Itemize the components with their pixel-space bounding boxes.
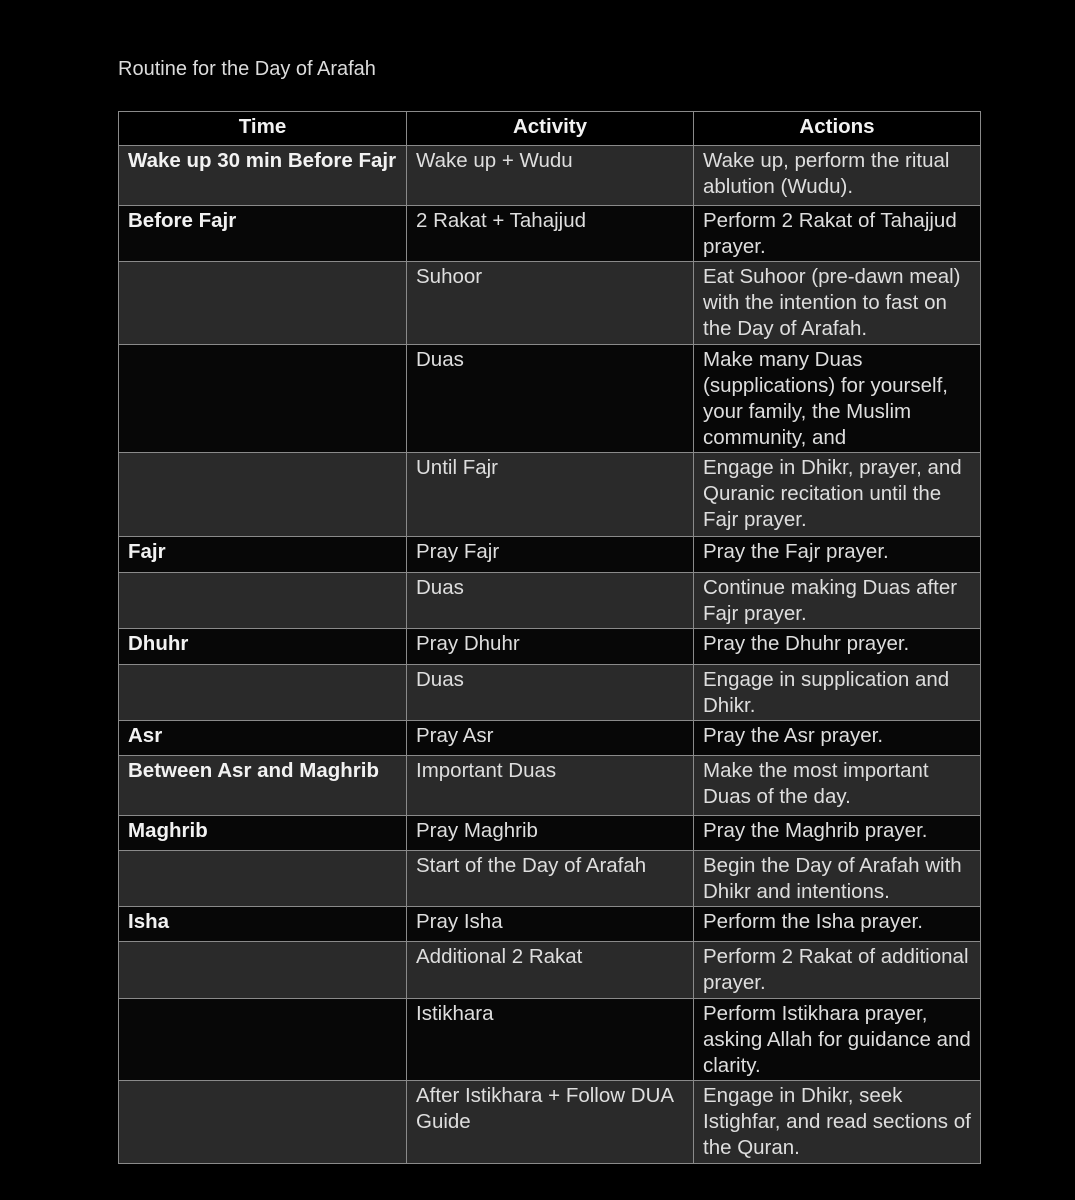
activity-cell: Pray Isha (407, 907, 694, 942)
table-row (119, 206, 981, 262)
table-row (119, 573, 981, 629)
time-cell: Asr (119, 721, 407, 756)
table-header (119, 112, 981, 146)
activity-cell: Pray Maghrib (407, 816, 694, 851)
time-cell (119, 573, 407, 629)
actions-cell: Make many Duas (supplications) for yourself, your family, the Muslim community, and (694, 345, 981, 453)
time-cell: Between Asr and Maghrib (119, 756, 407, 816)
table-row (119, 1081, 981, 1164)
time-cell (119, 262, 407, 345)
column-header-activity: Activity (407, 112, 694, 146)
actions-cell: Make the most important Duas of the day. (694, 756, 981, 816)
time-cell (119, 942, 407, 999)
activity-cell: Important Duas (407, 756, 694, 816)
activity-cell: Duas (407, 665, 694, 721)
actions-cell: Engage in Dhikr, prayer, and Quranic recitation until the Fajr prayer. (694, 453, 981, 537)
activity-cell: Suhoor (407, 262, 694, 345)
table-row (119, 907, 981, 942)
table-row (119, 262, 981, 345)
time-cell: Fajr (119, 537, 407, 573)
activity-cell: Pray Dhuhr (407, 629, 694, 665)
actions-cell: Pray the Asr prayer. (694, 721, 981, 756)
actions-cell: Begin the Day of Arafah with Dhikr and intentions. (694, 851, 981, 907)
table-row (119, 721, 981, 756)
table-row (119, 851, 981, 907)
table-row (119, 665, 981, 721)
table-row (119, 756, 981, 816)
actions-cell: Perform the Isha prayer. (694, 907, 981, 942)
time-cell (119, 665, 407, 721)
time-cell (119, 345, 407, 453)
activity-cell: Start of the Day of Arafah (407, 851, 694, 907)
actions-cell: Perform 2 Rakat of additional prayer. (694, 942, 981, 999)
actions-cell: Engage in supplication and Dhikr. (694, 665, 981, 721)
actions-cell: Engage in Dhikr, seek Istighfar, and read sections of the Quran. (694, 1081, 981, 1164)
table-body (119, 146, 981, 1164)
activity-cell: Additional 2 Rakat (407, 942, 694, 999)
actions-cell: Perform Istikhara prayer, asking Allah for guidance and clarity. (694, 999, 981, 1081)
activity-cell: After Istikhara + Follow DUA Guide (407, 1081, 694, 1164)
time-cell (119, 453, 407, 537)
actions-cell: Continue making Duas after Fajr prayer. (694, 573, 981, 629)
actions-cell: Pray the Fajr prayer. (694, 537, 981, 573)
actions-cell: Pray the Maghrib prayer. (694, 816, 981, 851)
column-header-time: Time (119, 112, 407, 146)
time-cell: Wake up 30 min Before Fajr (119, 146, 407, 206)
table-row (119, 629, 981, 665)
actions-cell: Eat Suhoor (pre-dawn meal) with the intention to fast on the Day of Arafah. (694, 262, 981, 345)
time-cell: Isha (119, 907, 407, 942)
activity-cell: Until Fajr (407, 453, 694, 537)
table-row (119, 942, 981, 999)
time-cell (119, 1081, 407, 1164)
actions-cell: Pray the Dhuhr prayer. (694, 629, 981, 665)
actions-cell: Perform 2 Rakat of Tahajjud prayer. (694, 206, 981, 262)
activity-cell: Duas (407, 345, 694, 453)
document-title: Routine for the Day of Arafah (118, 58, 376, 80)
table-row (119, 999, 981, 1081)
table-row (119, 816, 981, 851)
routine-table (118, 111, 981, 1164)
time-cell (119, 999, 407, 1081)
activity-cell: Pray Asr (407, 721, 694, 756)
table-row (119, 537, 981, 573)
activity-cell: Pray Fajr (407, 537, 694, 573)
time-cell: Before Fajr (119, 206, 407, 262)
activity-cell: Duas (407, 573, 694, 629)
table-row (119, 146, 981, 206)
column-header-actions: Actions (694, 112, 981, 146)
time-cell: Dhuhr (119, 629, 407, 665)
actions-cell: Wake up, perform the ritual ablution (Wudu). (694, 146, 981, 206)
time-cell (119, 851, 407, 907)
table-row (119, 345, 981, 453)
activity-cell: 2 Rakat + Tahajjud (407, 206, 694, 262)
table-row (119, 453, 981, 537)
activity-cell: Istikhara (407, 999, 694, 1081)
activity-cell: Wake up + Wudu (407, 146, 694, 206)
time-cell: Maghrib (119, 816, 407, 851)
